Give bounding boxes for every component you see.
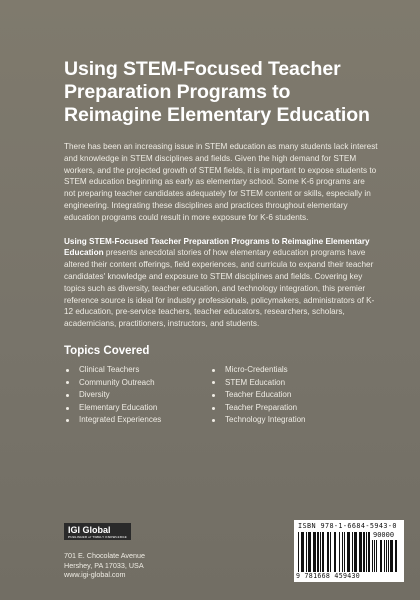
publisher-address [64, 551, 145, 580]
bullet-icon [212, 369, 215, 372]
isbn-barcode-box [294, 520, 404, 582]
topic-label: Teacher Preparation [225, 402, 298, 412]
bullet-icon [66, 394, 69, 397]
topic-label: Diversity [79, 390, 110, 400]
barcode-human-readable: 9 781668 459430 [296, 572, 361, 580]
topic-item [210, 414, 356, 427]
topic-label: Integrated Experiences [79, 415, 162, 425]
isbn-text: ISBN 978-1-6684-5943-0 [298, 522, 397, 530]
content-column [64, 0, 378, 427]
topics-list [64, 364, 378, 427]
topic-item [210, 377, 356, 390]
topic-label: STEM Education [225, 377, 286, 387]
topic-item [64, 389, 210, 402]
publisher-logo-text: IGI Global [68, 525, 111, 535]
bullet-icon [212, 394, 215, 397]
publisher-logo [64, 523, 131, 540]
topics-heading: Topics Covered [64, 344, 150, 357]
topic-item [210, 364, 356, 377]
topic-label: Elementary Education [79, 402, 158, 412]
description-text: presents anecdotal stories of how elementary education programs have altered their content offerings, field experiences, and curricula to expand their teacher candidates' knowledge and exposure to STEM disciplines and fields. Covering key topics such as diversity, teacher education, and technology integration, this premier reference source is ideal for industry professionals, policymakers, administrators of K-12 education, pre-service teachers, teacher educators, researchers, scholars, academicians, practitioners, instructors, and students. [64, 248, 375, 329]
topic-item [64, 414, 210, 427]
barcode-icon [298, 532, 370, 572]
bullet-icon [66, 381, 69, 384]
address-line-1: 701 E. Chocolate Avenue [64, 551, 145, 560]
bullet-icon [66, 369, 69, 372]
price-code: 90000 [373, 531, 395, 539]
description-paragraph-1: There has been an increasing issue in STEM education as many students lack interest and knowledge in STEM disciplines and fields. Given the high demand for STEM workers, and the projected growth of STEM fields, it is important to expose students to STEM education beginning as early as elementary school. Some K-6 programs are not preparing teacher candidates adequately for STEM content or skills, especially in engineering. Integrating these disciplines and practices throughout elementary education programs could result in more exposure for K-6 students. [64, 142, 378, 222]
topic-item [210, 402, 356, 415]
topic-item [64, 402, 210, 415]
topic-label: Teacher Education [225, 390, 292, 400]
address-line-2: Hershey, PA 17033, USA [64, 560, 144, 570]
topics-column-right [210, 364, 356, 427]
publisher-website: www.igi-global.com [64, 570, 126, 580]
bullet-icon [66, 407, 69, 410]
description-book-title: Using STEM-Focused Teacher Preparation Programs to Reimagine Elementary Education [64, 236, 370, 258]
topic-item [64, 377, 210, 390]
bullet-icon [212, 381, 215, 384]
bullet-icon [212, 419, 215, 422]
topic-item [64, 364, 210, 377]
price-barcode-icon [372, 540, 398, 572]
book-title: Using STEM-Focused Teacher Preparation Programs to Reimagine Elementary Education [64, 58, 370, 126]
topics-column-left [64, 364, 210, 427]
publisher-block [64, 523, 145, 580]
topic-item [210, 389, 356, 402]
topic-label: Micro-Credentials [225, 364, 288, 374]
topic-label: Technology Integration [225, 415, 306, 425]
topic-label: Community Outreach [79, 377, 155, 387]
description-paragraph-2 [64, 236, 378, 330]
bullet-icon [212, 407, 215, 410]
publisher-logo-tagline: PUBLISHER of TIMELY KNOWLEDGE [68, 535, 127, 539]
topic-label: Clinical Teachers [79, 364, 140, 374]
bullet-icon [66, 419, 69, 422]
